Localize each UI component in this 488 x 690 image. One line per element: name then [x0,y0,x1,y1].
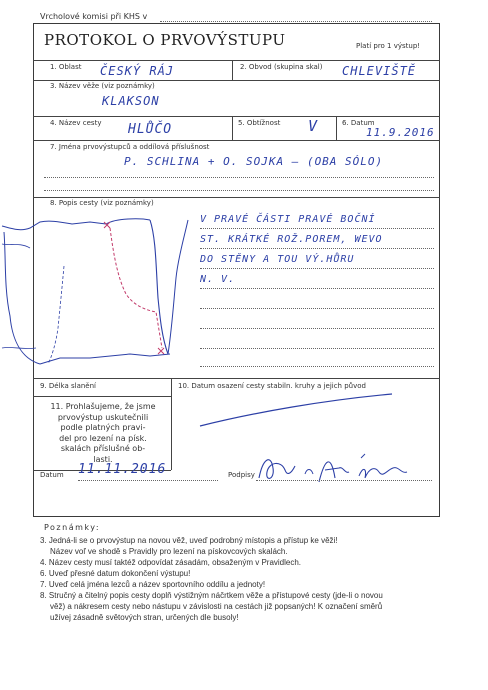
signatures-image [255,448,415,488]
note-item: 4. Název cesty musí taktéž odpovídat zásadám, obsaženým v Pravidlech. [40,558,302,567]
field-4-value: HLŮČO [128,122,173,137]
note-item: 6. Uveď přesné datum dokončení výstupu! [40,569,191,578]
signatures-label: Podpisy [228,471,255,479]
commission-dotted-line [160,21,432,22]
rule [33,80,440,81]
note-item: 3. Jedná-li se o prvovýstup na novou věž, uveď podrobný místopis a přístup ke věži! [40,536,338,545]
field-10-label: 10. Datum osazení cesty stabiln. kruhy a jejich původ [178,382,366,390]
protocol-title: PROTOKOL O PRVOVÝSTUPU [44,31,286,49]
dotted-line [256,480,432,481]
note-item: 7. Uveď celá jména lezců a název sportovního oddílu a jednoty! [40,580,266,589]
field-3-label: 3. Název věže (viz poznámky) [50,82,155,90]
dotted-line [200,288,434,289]
declaration-line: prvovýstup uskutečnili [57,412,149,422]
dotted-line [200,348,434,349]
field-3-value: KLAKSON [102,94,160,108]
field-4-label: 4. Název cesty [50,119,102,127]
notes-list [40,535,440,623]
field-2-value: CHLEVIŠTĚ [342,64,417,78]
field-7-label: 7. Jména prvovýstupců a oddílová příslušnost [50,143,210,151]
field-1-value: ČESKÝ RÁJ [100,64,175,78]
field-2-label: 2. Obvod (skupina skal) [240,63,323,71]
field-5-label: 5. Obtížnost [238,119,281,127]
field-7-value: P. SCHLINA + O. SOJKA – (OBA SÓLO) [124,155,384,168]
route-description-line: ST. KRÁTKÉ ROŽ.POREM, WEVO [200,234,383,245]
note-item: Název voľ ve shodě s Pravidly pro lezení na pískovcových skalách. [50,547,288,556]
declaration-line: podle platných pravi- [60,423,146,432]
validity-note: Platí pro 1 výstup! [356,42,421,50]
dotted-line [44,190,434,191]
field-8-label: 8. Popis cesty (viz poznámky) [50,199,154,207]
rule [33,60,440,61]
rule [33,116,440,117]
cancel-stroke [196,392,396,432]
declaration-line: 11. Prohlašujeme, že jsme [50,402,156,411]
dotted-line [78,480,218,481]
rule-vertical [171,378,172,470]
commission-line: Vrcholové komisi při KHS v [40,12,148,21]
dotted-line [200,328,434,329]
route-description-line: N. V. [200,274,236,285]
dotted-line [200,366,434,367]
rule [33,140,440,141]
date-value: 11.11.2016 [78,462,167,477]
rule [33,396,171,397]
route-description-line: DO STĚNY A TOU VÝ.HŮRU [200,254,355,265]
rule-vertical [232,60,233,80]
dotted-line [200,308,434,309]
declaration-line: skalách příslušné ob- [60,444,146,453]
date-label: Datum [40,471,64,479]
route-description-line: V PRAVÉ ČÁSTI PRAVÉ BOČNÍ [200,214,376,225]
rule-vertical [232,116,233,140]
rule [33,378,440,379]
field-9-label: 9. Délka slanění [40,382,96,390]
route-sketch [0,198,200,378]
declaration-line: del pro lezení na písk. [59,433,147,443]
declaration-line: lasti. [93,454,113,464]
field-6-value: 11.9.2016 [366,126,435,139]
note-item: věž) a nákresem cesty nebo nástupu v závislosti na cestách již popsaných! K označení směrů [50,602,383,611]
dotted-line [200,228,434,229]
rule-vertical [336,116,337,140]
field-5-value: V [308,117,319,135]
dotted-line [200,248,434,249]
field-1-label: 1. Oblast [50,63,82,71]
dotted-line [44,177,434,178]
notes-heading: Poznámky: [44,523,101,532]
field-6-label: 6. Datum [342,119,375,127]
note-item: 8. Stručný a čitelný popis cesty doplň výstižným náčrtkem věže a přístupové cesty (jde-li o novou [40,591,383,600]
note-item: užívej zásadně světových stran, určených dle busoly! [50,613,239,622]
declaration [38,402,168,465]
dotted-line [200,268,434,269]
